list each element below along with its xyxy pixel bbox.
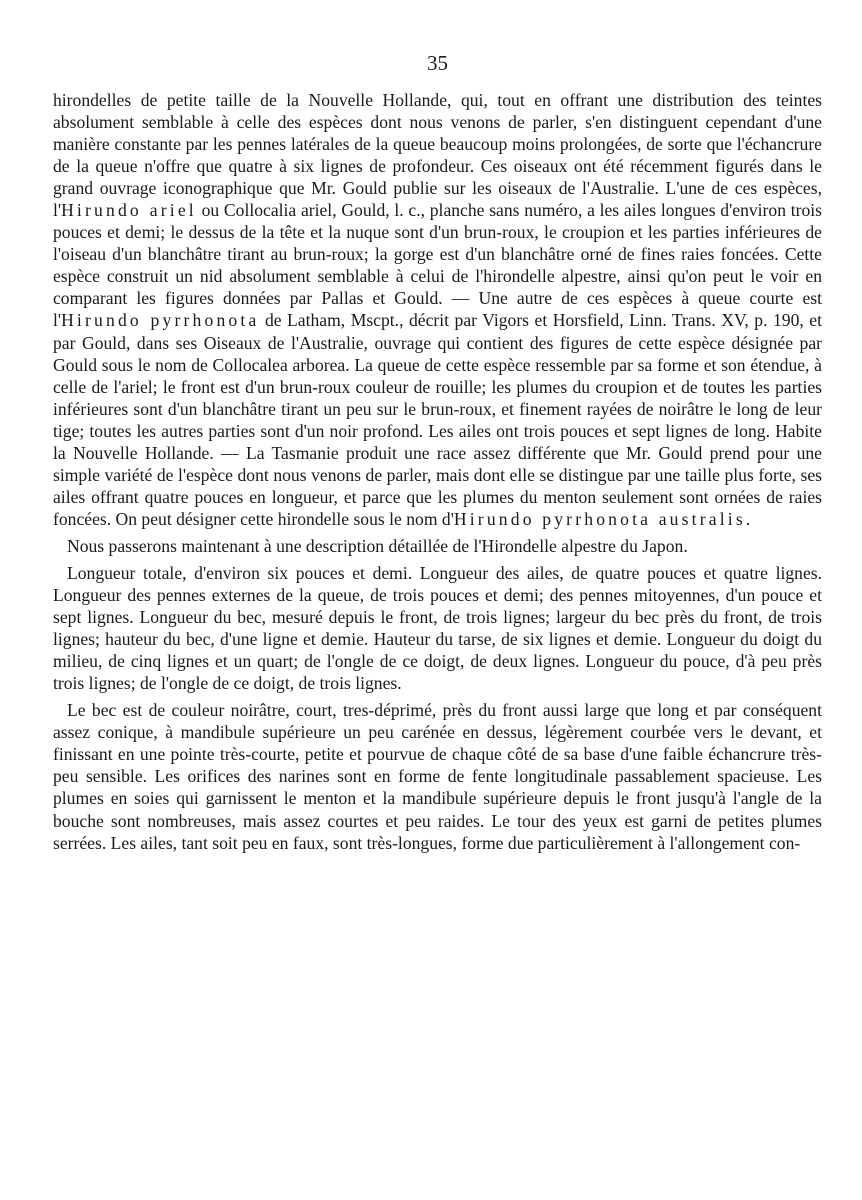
paragraph: [53, 562, 822, 694]
species-name: Hirundo ariel: [61, 200, 197, 221]
species-name: Hirundo pyrrhonota australis: [453, 508, 746, 529]
paragraph: [53, 699, 822, 853]
paragraph: [53, 89, 822, 530]
text-run: Le bec est de couleur noirâtre, court, tres-déprimé, près du front aussi large que long et par conséquent assez conique, à mandibule supérieure un peu carénée en dessus, légèrement courbée vers le devant, et finissant en une pointe très-courte, petite et pourvue de chaque côté de sa base d'une faible échancrure très-peu sensible. Les orifices des narines sont en forme de fente longitudinale passablement spacieuse. Les plumes en soies qui garnissent le menton et la mandibule supérieure depuis le front jusqu'à l'angle de la bouche sont nombreuses, mais assez courtes et peu raides. Le tour des yeux est garni de petites plumes serrées. Les ailes, tant soit peu en faux, sont très-longues, forme due particulièrement à l'allongement con-: [53, 700, 822, 853]
text-run: ou Collocalia ariel, Gould, l. c., planche sans numéro, a les ailes longues d'environ trois pouces et demi; le dessus de la tête et la nuque sont d'un brun-roux, le croupion et les parties inférieures de l'oiseau d'un blanchâtre tirant au brun-roux; la gorge est d'un blanchâtre orné de fines raies foncées. Cette espèce construit un nid absolument semblable à celui de l'hirondelle alpestre, ainsi qu'on peut le voir en comparant les figures données par Pallas et Gould. — Une autre de ces espèces à queue courte est l': [53, 200, 823, 331]
text-run: hirondelles de petite taille de la Nouvelle Hollande, qui, tout en offrant une distribution des teintes absolument semblable à celle des espèces dont nous venons de parler, s'en distinguent cependant d'une manière constante par les pennes latérales de la queue beaucoup moins prolongées, de sorte que l'échancrure de la queue n'offre que quatre à six lignes de profondeur. Ces oiseaux ont été récemment figurés dans le grand ouvrage iconographique que Mr. Gould publie sur les oiseaux de l'Australie. L'une de ces espèces, l': [53, 90, 822, 221]
text-run: .: [745, 508, 751, 529]
page-number: 35: [427, 51, 448, 75]
paragraph: [53, 535, 822, 557]
species-name: Hirundo pyrrhonota: [61, 310, 260, 331]
body-text: [53, 89, 822, 854]
text-run: Longueur totale, d'environ six pouces et demi. Longueur des ailes, de quatre pouces et quatre lignes. Longueur des pennes externes de la queue, de trois pouces et demi; des pennes mitoyennes, d'un pouce et sept lignes. Longueur du bec, mesuré depuis le front, de trois lignes; largeur du bec près du front, de trois lignes; hauteur du bec, d'une ligne et demie. Hauteur du tarse, de six lignes et demie. Longueur du doigt du milieu, de cinq lignes et un quart; de l'ongle de ce doigt, de deux lignes. Longueur du pouce, d'à peu près trois lignes; de l'ongle de ce doigt, de trois lignes.: [53, 562, 822, 694]
text-run: Nous passerons maintenant à une description détaillée de l'Hirondelle alpestre du Japon.: [67, 535, 688, 556]
text-run: de Latham, Mscpt., décrit par Vigors et Horsfield, Linn. Trans. XV, p. 190, et par Gould, dans ses Oiseaux de l'Australie, ouvrage qui contient des figures de cette espèce désignée par Gould sous le nom de Collocalea arborea. La queue de cette espèce ressemble par sa forme et son étendue, à celle de l'ariel; le front est d'un brun-roux couleur de rouille; les plumes du croupion et de toutes les parties inférieures sont d'un blanchâtre tirant un peu sur le brun-roux, et finement rayées de noirâtre le long de leur tige; toutes les autres parties sont d'un noir profond. Les ailes ont trois pouces et sept lignes de long. Habite la Nouvelle Hollande. — La Tasmanie produit une race assez différente que Mr. Gould prend pour une simple variété de l'espèce dont nous venons de parler, mais dont elle se distingue par une taille plus forte, ses ailes offrant quatre pouces en longueur, et parce que les plumes du menton seulement sont ornées de raies foncées. On peut désigner cette hirondelle sous le nom d': [53, 310, 822, 529]
